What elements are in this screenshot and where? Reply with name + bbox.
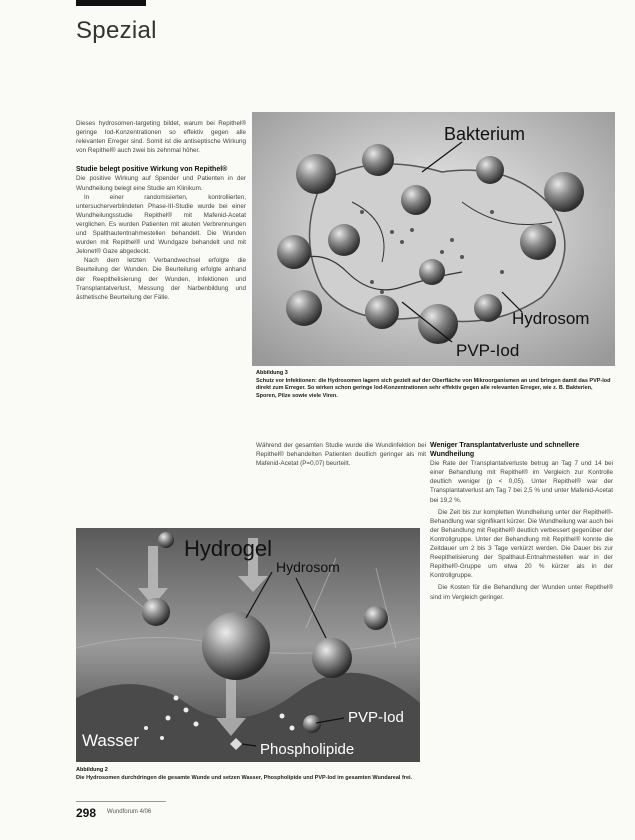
label-hydrosom: Hydrosom bbox=[512, 309, 590, 328]
hydrosome-sphere bbox=[474, 294, 502, 322]
study-paragraph-1: Die positive Wirkung auf Spender und Patienten in der Wundheilung belegt eine Studie am Klinikum. bbox=[76, 175, 246, 192]
figure-2-caption-title: Abbildung 2 bbox=[76, 767, 108, 773]
section-title: Spezial bbox=[76, 17, 157, 44]
intro-paragraph: Dieses hydrosomen-targeting bildet, warum bei Repithel® geringe Iod-Konzentrationen so effektiv gegen alle relevanten Erreger sind. Somit ist die antiseptische Wirkung von Repithel® auch zwei bis zehnmal höher. bbox=[76, 120, 246, 155]
hydrosome-sphere bbox=[362, 144, 394, 176]
label-hydrosom: Hydrosom bbox=[276, 559, 340, 575]
hydrosome-sphere bbox=[158, 532, 174, 548]
label-hydrogel: Hydrogel bbox=[184, 536, 273, 561]
hydrosome-sphere bbox=[202, 612, 270, 680]
label-pvp-iod: PVP-Iod bbox=[456, 341, 520, 360]
study-paragraph-2: In einer randomisierten, kontrollierten, untersucherverblindeten Phase-III-Studie wurde bei einer Wundheilungsstudie Repithel® mit Mafenid-Acetat verglichen. Es wurden Patienten mit akuten Verbrennungen und Spalthautentnahmestellen behandelt. Die Wunden wurden mit Repithel® und Wundgaze behandelt und mit Jelonet® Gaze abgedeckt. bbox=[76, 193, 246, 256]
header-bar bbox=[76, 0, 146, 6]
hydrosome-sphere bbox=[296, 154, 336, 194]
hydrosome-sphere bbox=[277, 235, 311, 269]
hydrosome-sphere bbox=[401, 185, 431, 215]
hydrosome-sphere bbox=[142, 598, 170, 626]
study-heading: Studie belegt positive Wirkung von Repithel® bbox=[76, 166, 228, 174]
figure-2-caption bbox=[76, 767, 420, 782]
left-column bbox=[76, 119, 246, 302]
figure-2-illustration bbox=[76, 528, 420, 762]
bacterium-diagram bbox=[252, 112, 615, 366]
label-pvp-iod: PVP-Iod bbox=[348, 709, 404, 726]
middle-column bbox=[256, 441, 426, 468]
figure-3-caption-title: Abbildung 3 bbox=[256, 370, 288, 376]
right-paragraph-2: Die Zeit bis zur kompletten Wundheilung unter der Repithel®-Behandlung war signifikant kürzer. Die Wundheilung war auch bei der Behandlung mit Repithel® deutlich verbessert gegenüber der Kontrollgruppe. Unter der Behandlung mit Repithel® konnte die Zeitdauer um 2 bis 3 Tage verkürzt werden. Die Dauer bis zur Reepithelisierung der Spalthaut-Entnahmestellen war in der Repithel®-Gruppe um etwa 20 % kürzer als in der Kontrollgruppe. bbox=[430, 508, 613, 580]
study-paragraph-3: Nach dem letzten Verbandwechsel erfolgte die Beurteilung der Wunden. Die Beurteilung erfolgte anhand der Reepithelisierung der Wunden, Infektionen und Transplantatverlust, Messung der Narbenbildung und ästhetische Beurteilung der Fälle. bbox=[76, 257, 246, 301]
label-wasser: Wasser bbox=[82, 731, 139, 750]
label-phospholipide: Phospholipide bbox=[260, 741, 355, 758]
figure-3-caption bbox=[256, 370, 611, 400]
hydrosome-sphere bbox=[328, 224, 360, 256]
figure-2-caption-text: Die Hydrosomen durchdringen die gesamte Wunde und setzen Wasser, Phospholipide und PVP-Iod im gesamten Wundareal frei. bbox=[76, 774, 413, 781]
hydrosome-sphere bbox=[418, 304, 458, 344]
hydrogel-diagram bbox=[76, 528, 420, 762]
hydrosome-sphere bbox=[365, 295, 399, 329]
hydrosome-sphere bbox=[364, 606, 388, 630]
issue-label: Wundforum 4/06 bbox=[107, 809, 152, 815]
right-paragraph-1: Die Rate der Transplantatverluste betrug an Tag 7 und 14 bei einer Behandlung mit Repithel® im Vergleich zur Kontrolle deutlich weniger (p < 0,05). Unter Repithel® war der Transplantatverlust am Tag 7 bei 2,5 % und unter Mafenid-Acetat bei 19,2 %. bbox=[430, 460, 613, 504]
hydrosome-sphere bbox=[419, 259, 445, 285]
footer-rule bbox=[76, 801, 166, 802]
hydrosome-sphere bbox=[286, 290, 322, 326]
page-number: 298 bbox=[76, 806, 97, 820]
hydrosome-sphere bbox=[312, 638, 352, 678]
right-column bbox=[430, 441, 613, 602]
figure-3-caption-text: Schutz vor Infektionen: die Hydrosomen lagern sich gezielt auf der Oberfläche von Mikroorganismen an und bringen damit das PVP-Iod direkt zum Erreger. So wirken schon geringe Iod-Konzentrationen sehr effektiv gegen alle relevanten Erreger, wie z. B. Bakterien, Sporen, Pilze sowie viele Viren. bbox=[256, 377, 611, 399]
hydrosome-sphere bbox=[476, 156, 504, 184]
hydrosome-sphere bbox=[544, 172, 584, 212]
right-paragraph-3: Die Kosten für die Behandlung der Wunden unter Repithel® sind im Vergleich geringer. bbox=[430, 584, 613, 601]
figure-3-illustration bbox=[252, 112, 615, 366]
hydrosome-sphere bbox=[303, 715, 321, 733]
label-bacterium: Bakterium bbox=[444, 124, 526, 144]
middle-paragraph: Während der gesamten Studie wurde die Wundinfektion bei Repithel® behandelten Patienten deutlich geringer als mit Mafenid-Acetat (P=0,07) beurteilt. bbox=[256, 442, 426, 468]
right-heading: Weniger Transplantatverluste und schnellere Wundheilung bbox=[430, 442, 580, 459]
hydrosome-sphere bbox=[520, 224, 556, 260]
